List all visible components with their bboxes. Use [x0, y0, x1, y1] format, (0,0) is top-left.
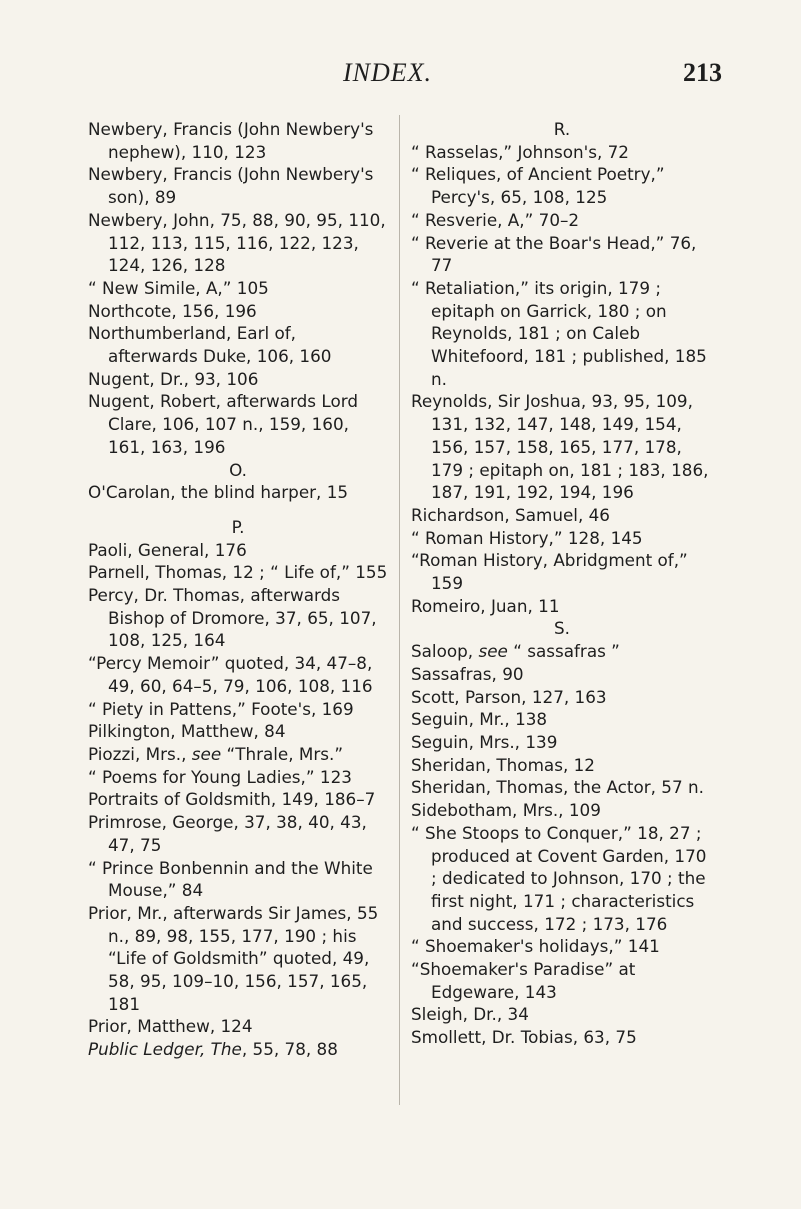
index-entry: “ Poems for Young Ladies,” 123	[88, 766, 352, 787]
section-spacer	[88, 504, 388, 516]
index-entry: Scott, Parson, 127, 163	[411, 686, 607, 707]
index-entry: Portraits of Goldsmith, 149, 186–7	[88, 789, 376, 810]
index-entry: Sheridan, Thomas, the Actor, 57 n.	[411, 777, 704, 798]
section-letter: R.	[553, 119, 571, 139]
index-entry: Romeiro, Juan, 11	[411, 595, 560, 616]
index-entry: Richardson, Samuel, 46	[411, 504, 610, 525]
page-number: 213	[683, 58, 722, 87]
index-entry: Newbery, Francis (John Newbery's son), 89	[88, 164, 374, 208]
index-entry: Newbery, John, 75, 88, 90, 95, 110, 112, 113, 115, 116, 122, 123, 124, 126, 128	[88, 209, 386, 276]
index-entry: Northcote, 156, 196	[88, 300, 257, 321]
index-entry: “ New Simile, A,” 105	[88, 277, 269, 298]
section-letter: S.	[554, 618, 570, 639]
index-entry: Public Ledger, The, 55, 78, 88	[88, 1039, 338, 1060]
index-entry: “ Reverie at the Boar's Head,” 76, 77	[411, 232, 697, 276]
index-entry: Smollett, Dr. Tobias, 63, 75	[411, 1027, 637, 1048]
index-entry: Parnell, Thomas, 12 ; “ Life of,” 155	[88, 562, 388, 583]
index-entry: “ Piety in Pattens,” Foote's, 169	[88, 698, 354, 719]
index-entry: Piozzi, Mrs., see “Thrale, Mrs.”	[88, 743, 344, 764]
column-divider	[399, 115, 400, 1105]
index-entry: “Roman History, Abridgment of,” 159	[411, 550, 688, 594]
index-entry: Prior, Mr., afterwards Sir James, 55 n., 89, 98, 155, 177, 190 ; his “Life of Goldsmith” quoted, 49, 58, 95, 109–10, 156, 157, 165, 181	[88, 902, 379, 1014]
page-title: INDEX.	[343, 58, 433, 87]
index-entry: Reynolds, Sir Joshua, 93, 95, 109, 131, 132, 147, 148, 149, 154, 156, 157, 158, 165, 177, 178, 179 ; epitaph on, 181 ; 183, 186, 187, 191, 192, 194, 196	[411, 391, 709, 503]
index-entry: “ Prince Bonbennin and the White Mouse,” 84	[88, 857, 373, 901]
section-letter: P.	[231, 516, 245, 537]
index-entry: Sidebotham, Mrs., 109	[411, 800, 601, 821]
index-entry: “ She Stoops to Conquer,” 18, 27 ; produced at Covent Garden, 170 ; dedicated to Johnson, 170 ; the first night, 171 ; characteristics and success, 172 ; 173, 176	[411, 822, 707, 934]
index-entry: “ Reliques, of Ancient Poetry,” Percy's, 65, 108, 125	[411, 164, 665, 208]
index-entry: “ Roman History,” 128, 145	[411, 527, 643, 548]
index-entry: Percy, Dr. Thomas, afterwards Bishop of Dromore, 37, 65, 107, 108, 125, 164	[88, 585, 377, 651]
section-letter: O.	[229, 459, 247, 480]
index-entry: “ Retaliation,” its origin, 179 ; epitaph on Garrick, 180 ; on Reynolds, 181 ; on Caleb Whitefoord, 181 ; published, 185 n.	[411, 277, 707, 389]
index-entry: “Shoemaker's Paradise” at Edgeware, 143	[411, 959, 636, 1002]
index-entry: Nugent, Robert, afterwards Lord Clare, 106, 107 n., 159, 160, 161, 163, 196	[88, 391, 358, 457]
index-entry: Newbery, Francis (John Newbery's nephew), 110, 123	[88, 119, 374, 162]
index-entry: Primrose, George, 37, 38, 40, 43, 47, 75	[88, 812, 367, 855]
index-entry: Nugent, Dr., 93, 106	[88, 368, 259, 389]
index-entry: Pilkington, Matthew, 84	[88, 721, 286, 742]
index-entry: “ Shoemaker's holidays,” 141	[411, 936, 660, 957]
right-index-column	[411, 118, 713, 1049]
index-entry: “ Rasselas,” Johnson's, 72	[411, 141, 629, 162]
index-entry: “ Resverie, A,” 70–2	[411, 209, 580, 230]
index-entry: Seguin, Mr., 138	[411, 709, 548, 730]
index-entry: Sheridan, Thomas, 12	[411, 754, 595, 775]
index-entry: Prior, Matthew, 124	[88, 1016, 253, 1037]
index-entry: Sassafras, 90	[411, 663, 524, 684]
index-entry: “Percy Memoir” quoted, 34, 47–8, 49, 60, 64–5, 79, 106, 108, 116	[88, 653, 373, 696]
index-entry: Paoli, General, 176	[88, 539, 247, 560]
index-entry: Northumberland, Earl of, afterwards Duke, 106, 160	[88, 323, 332, 367]
index-entry: Sleigh, Dr., 34	[411, 1004, 529, 1025]
running-header	[0, 58, 801, 98]
index-entry: O'Carolan, the blind harper, 15	[88, 482, 349, 503]
index-entry: Saloop, see “ sassafras ”	[411, 641, 620, 662]
index-entry: Seguin, Mrs., 139	[411, 731, 558, 752]
left-index-column	[88, 118, 388, 1061]
